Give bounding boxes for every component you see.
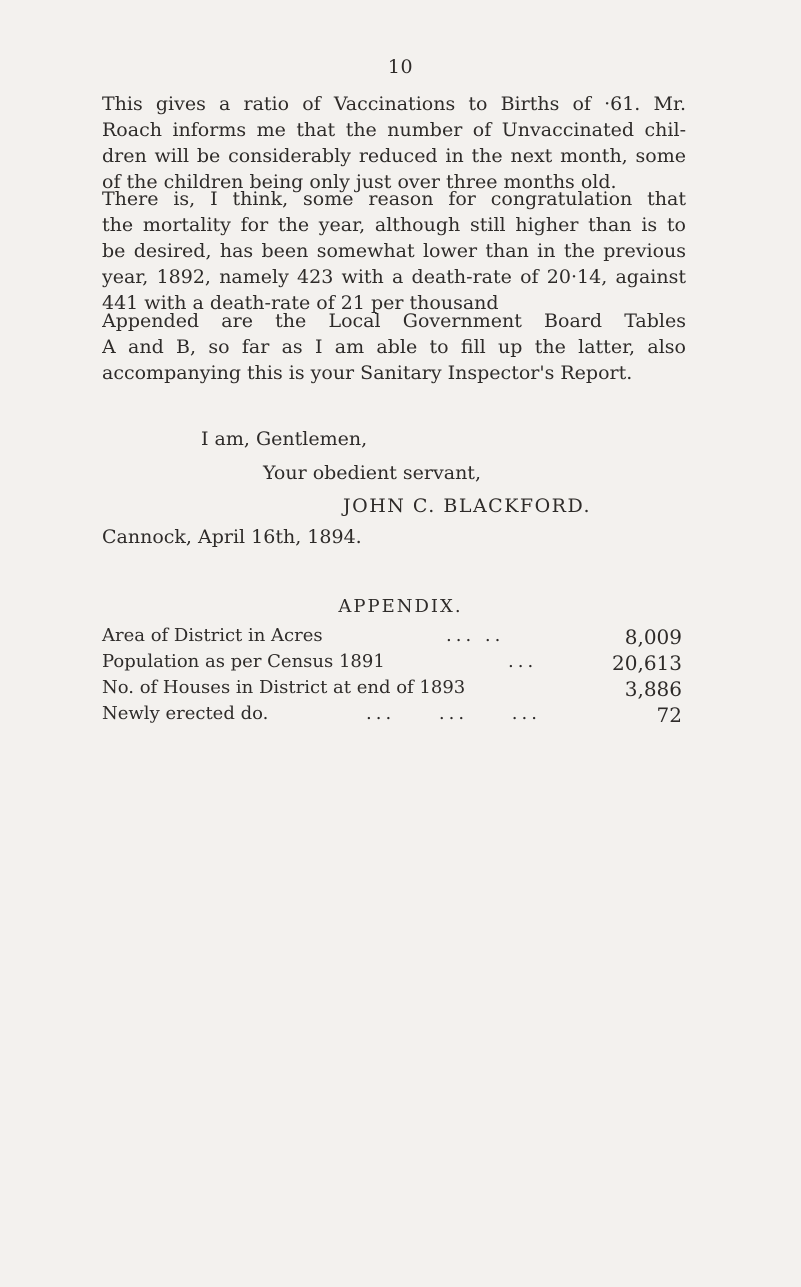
appendix-title: APPENDIX. — [338, 596, 463, 617]
closing-salutation: I am, Gentlemen, — [201, 428, 368, 450]
closing-valediction: Your obedient servant, — [263, 462, 481, 484]
place-and-date: Cannock, April 16th, 1894. — [102, 526, 362, 548]
paragraph-vaccinations — [102, 91, 686, 195]
text-line: year, 1892, namely 423 with a death-rate of 20·14, against — [102, 266, 686, 288]
text-line: dren will be considerably reduced in the next month, some — [102, 145, 686, 167]
appendix-row — [102, 677, 682, 703]
paragraph-mortality — [102, 186, 686, 316]
text-line: of the children being only just over three months old. — [102, 171, 617, 193]
leader-dots: ... .. — [446, 625, 505, 646]
appendix-row — [102, 651, 682, 677]
appendix-row — [102, 703, 682, 729]
appendix-row-label: No. of Houses in District at end of 1893 — [102, 677, 466, 698]
appendix-row-label: Population as per Census 1891 — [102, 651, 385, 672]
paragraph-appended-tables — [102, 308, 686, 386]
leader-dots: ... — [508, 651, 538, 672]
text-line: 441 with a death-rate of 21 per thousand — [102, 292, 499, 314]
text-line: Roach informs me that the number of Unvaccinated chil- — [102, 119, 686, 141]
text-line: accompanying this is your Sanitary Inspector's Report. — [102, 362, 633, 384]
appendix-row-label: Area of District in Acres — [102, 625, 323, 646]
text-line: A and B, so far as I am able to fill up the latter, also — [102, 336, 686, 358]
text-line: the mortality for the year, although still higher than is to — [102, 214, 686, 236]
appendix-row-value: 8,009 — [624, 625, 682, 649]
text-line: This gives a ratio of Vaccinations to Births of ·61. Mr. — [102, 93, 686, 115]
page-number: 10 — [387, 56, 414, 78]
appendix-row-value: 3,886 — [624, 677, 682, 701]
signature-name: JOHN C. BLACKFORD. — [343, 495, 592, 517]
leader-dots: ... ... ... — [366, 703, 541, 724]
appendix-row — [102, 625, 682, 651]
text-line: be desired, has been somewhat lower than in the previous — [102, 240, 686, 262]
appendix-row-label: Newly erected do. — [102, 703, 269, 724]
appendix-row-value: 20,613 — [612, 651, 682, 675]
text-line: Appended are the Local Government Board Tables — [102, 310, 686, 332]
text-line: There is, I think, some reason for congratulation that — [102, 188, 686, 210]
appendix-row-value: 72 — [656, 703, 682, 727]
